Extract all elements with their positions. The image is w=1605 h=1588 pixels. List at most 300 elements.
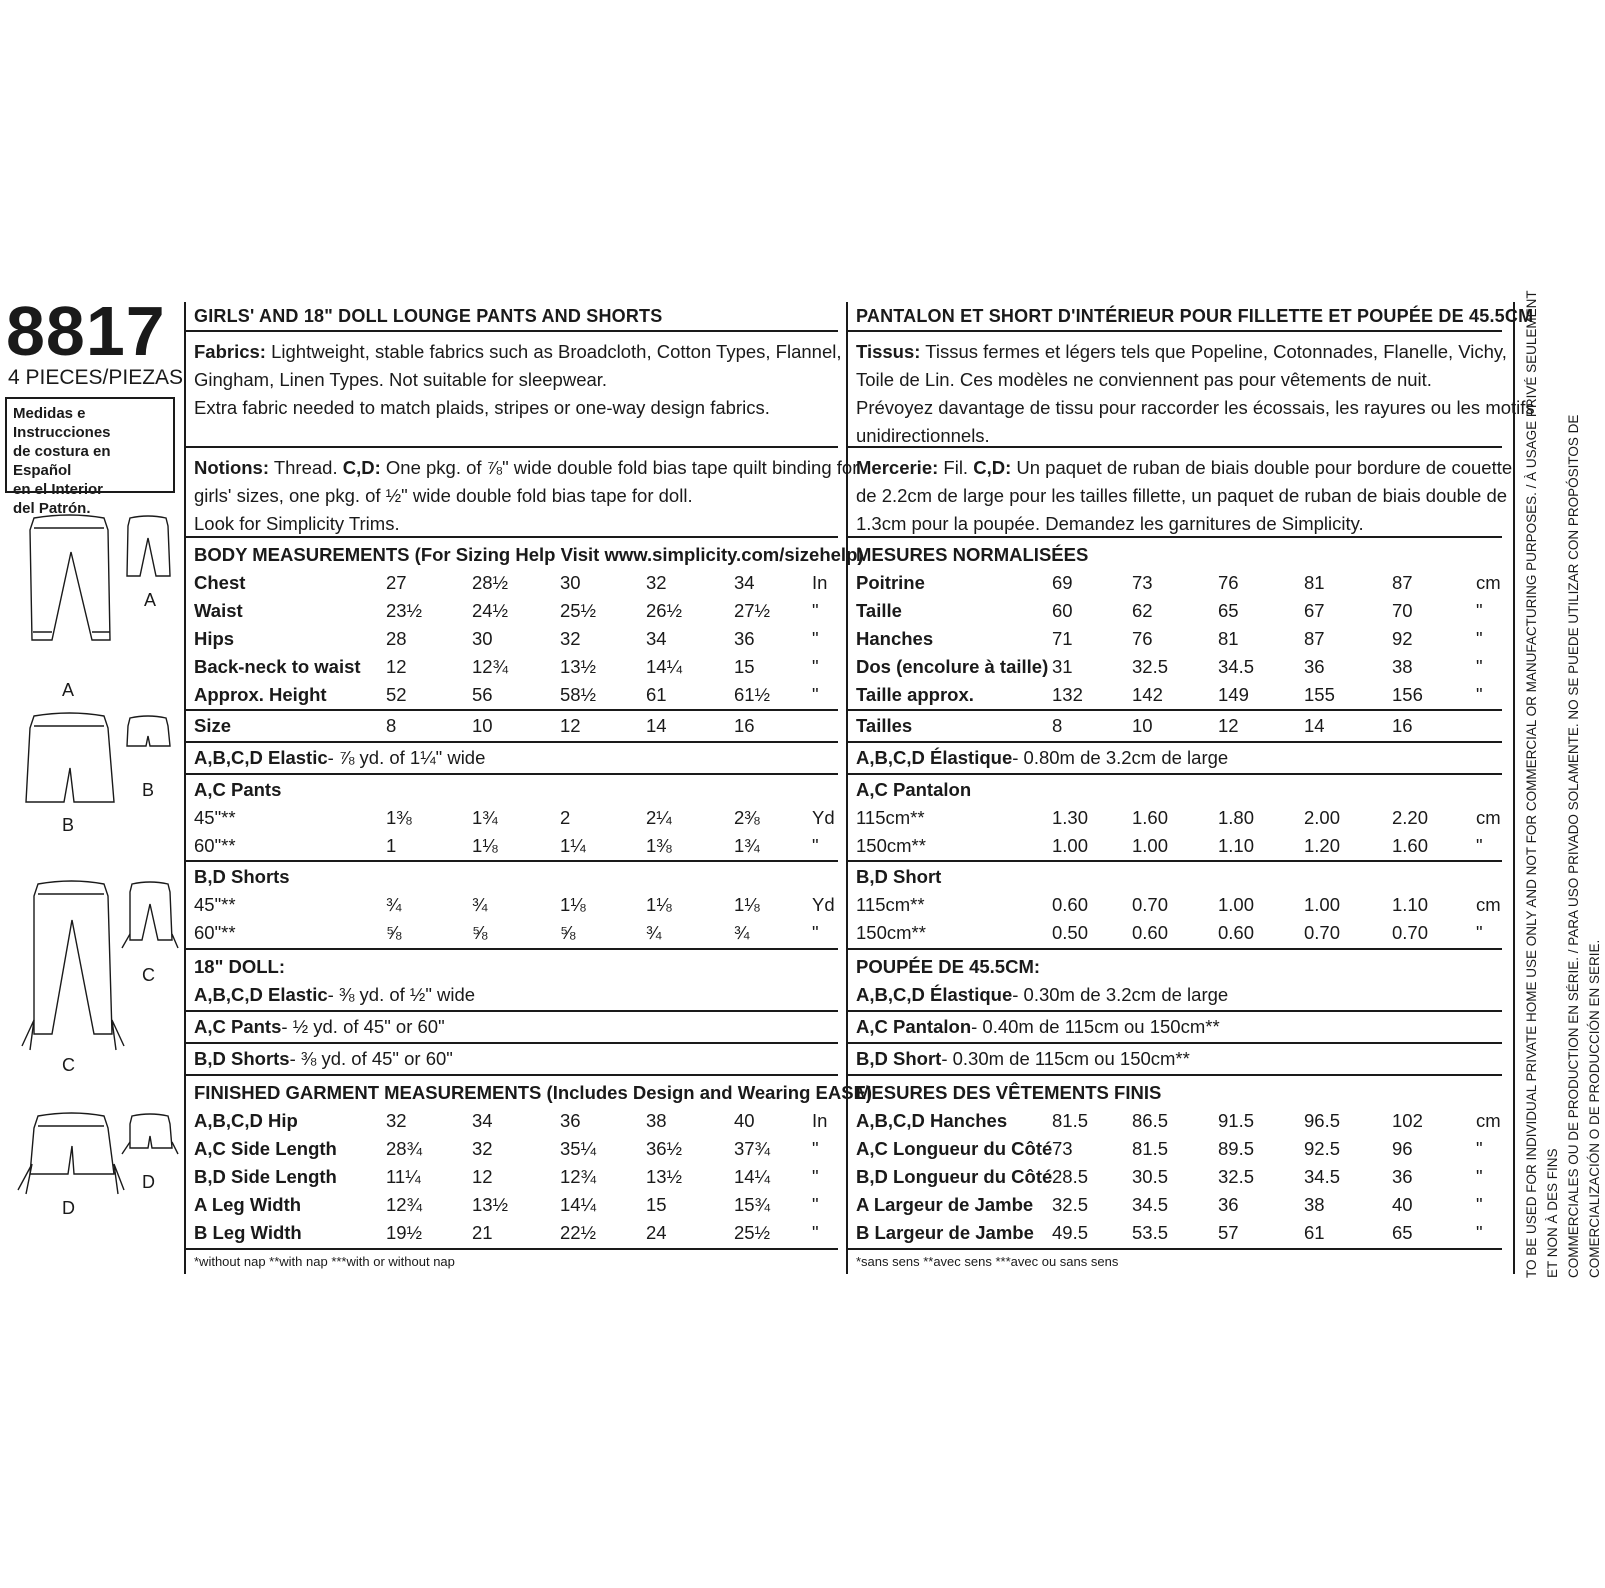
spanish-note-line: en el Interior: [13, 481, 104, 498]
unit-cell: ": [1476, 1194, 1483, 1215]
unit-cell: ": [812, 656, 819, 677]
view-b-girl-shorts-sketch: [26, 713, 114, 802]
doll-pants-label: A,C Pants: [194, 1016, 282, 1037]
table-cell: 8: [386, 715, 397, 736]
unit-cell: cm: [1476, 894, 1501, 915]
table-cell: 8: [1052, 715, 1063, 736]
view-a-doll-pants-sketch: [127, 516, 170, 576]
row-label: 115cm**: [856, 807, 925, 828]
table-cell: 1¼: [560, 835, 586, 856]
finished-header-note: (Includes Design and Wearing EASE): [541, 1082, 873, 1103]
table-row: [194, 891, 835, 919]
table-cell: 81.5: [1052, 1110, 1089, 1131]
unit-cell: ": [812, 835, 819, 856]
table-cell: 102: [1392, 1110, 1423, 1131]
table-row: [856, 832, 1494, 860]
table-cell: 32.5: [1132, 656, 1169, 677]
table-cell: 1: [386, 835, 397, 856]
view-label-c-doll: C: [142, 965, 155, 985]
unit-cell: ": [812, 684, 819, 705]
table-cell: 24: [646, 1222, 667, 1243]
section-divider: [848, 446, 1502, 448]
table-cell: 14¼: [560, 1194, 597, 1215]
table-cell: 38: [646, 1110, 667, 1131]
table-cell: 36: [734, 628, 755, 649]
footnote: *sans sens **avec sens ***avec ou sans sens: [856, 1254, 1119, 1269]
notions-text: One pkg. of ⅞" wide double fold bias tape quilt binding for: [380, 457, 859, 478]
table-cell: ¾: [734, 922, 750, 943]
table-cell: 156: [1392, 684, 1423, 705]
row-label: Taille: [856, 600, 902, 621]
table-row: [856, 1135, 1494, 1163]
unit-cell: In: [812, 572, 828, 593]
unit-cell: ": [1476, 1138, 1483, 1159]
table-cell: 1.60: [1132, 807, 1169, 828]
section-divider: [186, 773, 838, 775]
row-label: B,D Side Length: [194, 1166, 337, 1187]
row-label: 60"**: [194, 835, 236, 856]
table-cell: 13½: [560, 656, 597, 677]
table-cell: 27: [386, 572, 407, 593]
section-divider: [186, 446, 838, 448]
unit-cell: cm: [1476, 1110, 1501, 1131]
notions-text: Un paquet de ruban de biais double pour bordure de couette: [1011, 457, 1513, 478]
doll-elastic-line: [194, 981, 475, 1009]
table-cell: 36: [1392, 1166, 1413, 1187]
doll-elastic-text: - 0.30m de 3.2cm de large: [1012, 984, 1229, 1005]
unit-cell: Yd: [812, 807, 835, 828]
table-cell: 28½: [472, 572, 509, 593]
body-header-bold: MESURES NORMALISÉES: [856, 544, 1089, 565]
table-cell: 34: [734, 572, 755, 593]
table-cell: 96.5: [1304, 1110, 1341, 1131]
shorts-header: B,D Short: [856, 866, 942, 887]
table-cell: 34: [646, 628, 667, 649]
table-cell: 11¼: [386, 1166, 421, 1187]
table-cell: 1⅜: [646, 835, 672, 856]
table-cell: 12: [560, 715, 581, 736]
unit-cell: ": [1476, 656, 1483, 677]
fabrics-line: Toile de Lin. Ces modèles ne conviennent pas pour vêtements de nuit.: [856, 369, 1432, 390]
notions-line: 1.3cm pour la poupée. Demandez les garnitures de Simplicity.: [856, 513, 1364, 534]
section-divider: [186, 860, 838, 862]
table-cell: 32.5: [1218, 1166, 1255, 1187]
pants-header: A,C Pantalon: [856, 779, 972, 800]
notions-line: [856, 454, 1512, 482]
table-cell: 30.5: [1132, 1166, 1169, 1187]
elastic-line: [856, 744, 1228, 772]
unit-cell: ": [812, 628, 819, 649]
table-cell: ¾: [386, 894, 402, 915]
table-cell: 56: [472, 684, 493, 705]
row-label: Taille approx.: [856, 684, 974, 705]
table-cell: 34.5: [1304, 1166, 1341, 1187]
table-cell: 38: [1392, 656, 1413, 677]
elastic-text: - ⅞ yd. of 1¼" wide: [327, 747, 486, 768]
table-row: [856, 919, 1494, 947]
table-cell: 0.60: [1132, 922, 1169, 943]
table-cell: 34: [472, 1110, 493, 1131]
table-cell: 28.5: [1052, 1166, 1089, 1187]
notions-label: Notions:: [194, 457, 270, 478]
table-cell: 1⅛: [734, 894, 760, 915]
view-c-doll-pants-sketch: [122, 882, 178, 948]
table-cell: 2.20: [1392, 807, 1429, 828]
table-row: [194, 1163, 830, 1191]
fabrics-line: [194, 338, 842, 366]
table-cell: 89.5: [1218, 1138, 1255, 1159]
table-row: [856, 625, 1494, 653]
table-cell: 96: [1392, 1138, 1413, 1159]
table-cell: ¾: [646, 922, 662, 943]
table-row: [856, 1219, 1494, 1247]
row-label: Back-neck to waist: [194, 656, 361, 677]
doll-header: POUPÉE DE 45.5CM:: [856, 956, 1041, 977]
table-cell: 2¼: [646, 807, 672, 828]
unit-cell: ": [1476, 628, 1483, 649]
shorts-header: B,D Shorts: [194, 866, 290, 887]
table-cell: 87: [1304, 628, 1325, 649]
section-divider: [186, 1074, 838, 1076]
table-cell: 65: [1392, 1222, 1413, 1243]
table-cell: 2.00: [1304, 807, 1341, 828]
fabrics-line: Prévoyez davantage de tissu pour raccorder les écossais, les rayures ou les motifs: [856, 397, 1535, 418]
unit-cell: ": [812, 600, 819, 621]
table-cell: 34.5: [1218, 656, 1255, 677]
table-cell: 36: [560, 1110, 581, 1131]
table-cell: 70: [1392, 600, 1413, 621]
table-cell: 132: [1052, 684, 1083, 705]
row-label: B Largeur de Jambe: [856, 1222, 1034, 1243]
table-cell: 30: [472, 628, 493, 649]
table-cell: 36½: [646, 1138, 683, 1159]
spanish-instructions-note: [5, 397, 175, 517]
row-label: Chest: [194, 572, 246, 593]
table-cell: 1¾: [734, 835, 760, 856]
table-cell: 81.5: [1132, 1138, 1169, 1159]
table-cell: 1.00: [1304, 894, 1341, 915]
table-cell: 36: [1218, 1194, 1239, 1215]
finished-measurements-header: [194, 1079, 872, 1107]
legal-notice: [1521, 288, 1602, 1278]
table-cell: 2⅜: [734, 807, 760, 828]
row-label: B Leg Width: [194, 1222, 302, 1243]
section-divider: [848, 860, 1502, 862]
table-row: [856, 597, 1494, 625]
table-cell: 1.00: [1132, 835, 1169, 856]
doll-shorts-line: [194, 1045, 453, 1073]
table-cell: 16: [1392, 715, 1413, 736]
elastic-text: - 0.80m de 3.2cm de large: [1012, 747, 1229, 768]
table-cell: 36: [1304, 656, 1325, 677]
row-label: 150cm**: [856, 922, 926, 943]
row-label: 45"**: [194, 807, 236, 828]
table-cell: 61: [1304, 1222, 1325, 1243]
table-cell: 62: [1132, 600, 1153, 621]
table-cell: 28¾: [386, 1138, 423, 1159]
section-divider: [186, 330, 838, 332]
unit-cell: ": [1476, 922, 1483, 943]
table-cell: 12: [472, 1166, 493, 1187]
table-cell: 26½: [646, 600, 683, 621]
table-cell: 53.5: [1132, 1222, 1169, 1243]
table-cell: ⅝: [560, 922, 576, 943]
doll-pants-text: - ½ yd. of 45" or 60": [281, 1016, 445, 1037]
legal-line: TO BE USED FOR INDIVIDUAL PRIVATE HOME USE ONLY AND NOT FOR COMMERCIAL OR MANUFACTURING PURPOSES. / À USAGE PRIVÉ SEULEMENT ET NON À DES FINS: [1524, 290, 1560, 1278]
unit-cell: cm: [1476, 572, 1501, 593]
doll-elastic-label: A,B,C,D Elastic: [194, 984, 328, 1005]
notions-label: Mercerie:: [856, 457, 939, 478]
doll-shorts-label: B,D Shorts: [194, 1048, 290, 1069]
table-cell: 19½: [386, 1222, 423, 1243]
unit-cell: ": [812, 1222, 819, 1243]
row-label: 150cm**: [856, 835, 926, 856]
table-cell: 12¾: [386, 1194, 423, 1215]
table-row: [194, 653, 830, 681]
section-divider: [848, 1042, 1502, 1044]
table-cell: ⅝: [386, 922, 402, 943]
table-cell: 32.5: [1052, 1194, 1089, 1215]
fabrics-label: Tissus:: [856, 341, 921, 362]
row-label: 45"**: [194, 894, 236, 915]
table-cell: 12: [386, 656, 407, 677]
unit-cell: ": [812, 1194, 819, 1215]
notions-line: girls' sizes, one pkg. of ½" wide double fold bias tape for doll.: [194, 485, 693, 506]
table-cell: 1.00: [1218, 894, 1255, 915]
table-cell: 0.60: [1218, 922, 1255, 943]
table-cell: 12¾: [472, 656, 509, 677]
table-cell: 71: [1052, 628, 1073, 649]
table-cell: 1⅜: [386, 807, 412, 828]
fabrics-line: [856, 338, 1507, 366]
spanish-note-line: del Patrón.: [13, 500, 91, 517]
doll-pants-line: [856, 1013, 1220, 1041]
table-row: [856, 1107, 1501, 1135]
table-cell: 21: [472, 1222, 493, 1243]
spanish-note-line: Medidas e Instrucciones: [13, 405, 111, 441]
table-cell: 76: [1218, 572, 1239, 593]
view-d-girl-shorts-sketch: [18, 1113, 124, 1194]
table-cell: 1.80: [1218, 807, 1255, 828]
table-cell: 14¼: [646, 656, 683, 677]
unit-cell: cm: [1476, 807, 1501, 828]
table-cell: 52: [386, 684, 407, 705]
spanish-note-line: de costura en Español: [13, 443, 111, 479]
table-cell: 32: [560, 628, 581, 649]
table-cell: 1⅛: [560, 894, 586, 915]
table-cell: 12: [1218, 715, 1239, 736]
table-cell: 28: [386, 628, 407, 649]
unit-cell: ": [1476, 835, 1483, 856]
body-measurements-header: [194, 541, 864, 569]
table-cell: 27½: [734, 600, 771, 621]
view-label-a-doll: A: [144, 590, 157, 610]
table-cell: 12¾: [560, 1166, 597, 1187]
table-row: [194, 681, 830, 709]
table-cell: 61: [646, 684, 667, 705]
table-cell: 40: [734, 1110, 755, 1131]
column-divider-right: [1513, 302, 1515, 1274]
notions-views: C,D:: [342, 457, 381, 478]
table-cell: 0.70: [1392, 922, 1429, 943]
pants-header: A,C Pants: [194, 779, 282, 800]
unit-cell: ": [1476, 684, 1483, 705]
table-row: [194, 1107, 830, 1135]
notions-line: [194, 454, 858, 482]
table-cell: 65: [1218, 600, 1239, 621]
table-cell: 60: [1052, 600, 1073, 621]
unit-cell: ": [812, 922, 819, 943]
body-header-note: (For Sizing Help Visit www.simplicity.com/sizehelp): [409, 544, 864, 565]
section-divider: [848, 709, 1502, 711]
doll-elastic-label: A,B,C,D Élastique: [856, 984, 1013, 1005]
table-cell: 58½: [560, 684, 597, 705]
table-cell: 35¼: [560, 1138, 597, 1159]
table-cell: ⅝: [472, 922, 488, 943]
column-divider-middle: [846, 302, 848, 1274]
finished-header-bold: MESURES DES VÊTEMENTS FINIS: [856, 1082, 1162, 1103]
unit-cell: Yd: [812, 894, 835, 915]
notions-text: Thread.: [269, 457, 343, 478]
table-row: [856, 681, 1494, 709]
fabrics-label: Fabrics:: [194, 341, 266, 362]
table-cell: 1⅛: [472, 835, 498, 856]
notions-views: C,D:: [973, 457, 1012, 478]
view-a-girl-pants-sketch: [30, 515, 110, 640]
section-divider: [848, 948, 1502, 950]
section-divider: [186, 948, 838, 950]
body-measurements-header: [856, 541, 1088, 569]
table-cell: 1⅛: [646, 894, 672, 915]
row-label: 60"**: [194, 922, 236, 943]
table-cell: 1.10: [1392, 894, 1429, 915]
table-cell: 92: [1392, 628, 1413, 649]
view-c-girl-pants-sketch: [22, 881, 124, 1050]
table-row: [856, 569, 1501, 597]
table-cell: 24½: [472, 600, 509, 621]
table-cell: 14: [646, 715, 667, 736]
row-label: A,B,C,D Hanches: [856, 1110, 1008, 1131]
table-row: [194, 1219, 830, 1247]
table-cell: 1.20: [1304, 835, 1341, 856]
section-divider: [848, 1074, 1502, 1076]
table-cell: 69: [1052, 572, 1073, 593]
table-cell: 32: [386, 1110, 407, 1131]
row-label: A,C Side Length: [194, 1138, 337, 1159]
view-label-a: A: [62, 680, 75, 700]
table-row: [194, 1135, 830, 1163]
table-cell: 38: [1304, 1194, 1325, 1215]
section-divider: [186, 1248, 838, 1250]
unit-cell: ": [1476, 600, 1483, 621]
doll-elastic-line: [856, 981, 1228, 1009]
row-label: Waist: [194, 600, 243, 621]
footnote: *without nap **with nap ***with or without nap: [194, 1254, 455, 1269]
table-cell: 30: [560, 572, 581, 593]
table-cell: 81: [1304, 572, 1325, 593]
table-cell: 10: [472, 715, 493, 736]
section-divider: [848, 536, 1502, 538]
table-cell: 15: [646, 1194, 667, 1215]
table-cell: 0.60: [1052, 894, 1089, 915]
elastic-label: A,B,C,D Élastique: [856, 747, 1013, 768]
section-divider: [848, 741, 1502, 743]
column-divider-left: [184, 302, 186, 1274]
table-cell: 1.10: [1218, 835, 1255, 856]
table-cell: 23½: [386, 600, 423, 621]
table-row: [856, 804, 1501, 832]
row-label: Poitrine: [856, 572, 925, 593]
body-header-bold: BODY MEASUREMENTS: [194, 544, 410, 565]
notions-line: Look for Simplicity Trims.: [194, 513, 400, 534]
row-label: Hanches: [856, 628, 934, 649]
table-cell: 91.5: [1218, 1110, 1255, 1131]
doll-shorts-text: - 0.30m de 115cm ou 150cm**: [941, 1048, 1190, 1069]
table-cell: 1.00: [1052, 835, 1089, 856]
table-row: [194, 597, 830, 625]
finished-header-bold: FINISHED GARMENT MEASUREMENTS: [194, 1082, 542, 1103]
doll-header: 18" DOLL:: [194, 956, 286, 977]
table-cell: 76: [1132, 628, 1153, 649]
row-label: A,B,C,D Hip: [194, 1110, 298, 1131]
table-row: [194, 1191, 830, 1219]
doll-pants-line: [194, 1013, 445, 1041]
doll-shorts-label: B,D Short: [856, 1048, 942, 1069]
doll-shorts-line: [856, 1045, 1190, 1073]
table-row: [856, 1191, 1494, 1219]
table-row: [194, 625, 830, 653]
notions-text: Fil.: [938, 457, 974, 478]
row-label: Approx. Height: [194, 684, 327, 705]
table-cell: 25½: [734, 1222, 771, 1243]
table-row: [856, 1163, 1494, 1191]
table-cell: 15¾: [734, 1194, 771, 1215]
finished-measurements-header: [856, 1079, 1161, 1107]
section-divider: [186, 1010, 838, 1012]
table-cell: 73: [1132, 572, 1153, 593]
table-cell: 0.50: [1052, 922, 1089, 943]
table-cell: 0.70: [1304, 922, 1341, 943]
doll-pants-text: - 0.40m de 115cm ou 150cm**: [971, 1016, 1220, 1037]
section-divider: [186, 536, 838, 538]
unit-cell: ": [812, 1138, 819, 1159]
table-cell: 67: [1304, 600, 1325, 621]
table-row: [856, 653, 1494, 681]
table-cell: 40: [1392, 1194, 1413, 1215]
table-cell: 2: [560, 807, 571, 828]
table-cell: 13½: [646, 1166, 683, 1187]
table-cell: 10: [1132, 715, 1153, 736]
view-label-b: B: [62, 815, 75, 835]
doll-pants-label: A,C Pantalon: [856, 1016, 972, 1037]
table-cell: 142: [1132, 684, 1163, 705]
table-cell: 32: [646, 572, 667, 593]
row-label: 115cm**: [856, 894, 925, 915]
row-label: B,D Longueur du Côté: [856, 1166, 1053, 1187]
table-cell: 86.5: [1132, 1110, 1169, 1131]
section-divider: [186, 1042, 838, 1044]
table-cell: 87: [1392, 572, 1413, 593]
fabrics-text: Lightweight, stable fabrics such as Broadcloth, Cotton Types, Flannel,: [265, 341, 842, 362]
table-row: [856, 891, 1501, 919]
row-label: A Largeur de Jambe: [856, 1194, 1034, 1215]
section-divider: [186, 709, 838, 711]
table-row: [194, 832, 830, 860]
view-label-b-doll: B: [142, 780, 155, 800]
table-cell: 25½: [560, 600, 597, 621]
view-d-doll-shorts-sketch: [122, 1114, 178, 1154]
section-divider: [848, 330, 1502, 332]
